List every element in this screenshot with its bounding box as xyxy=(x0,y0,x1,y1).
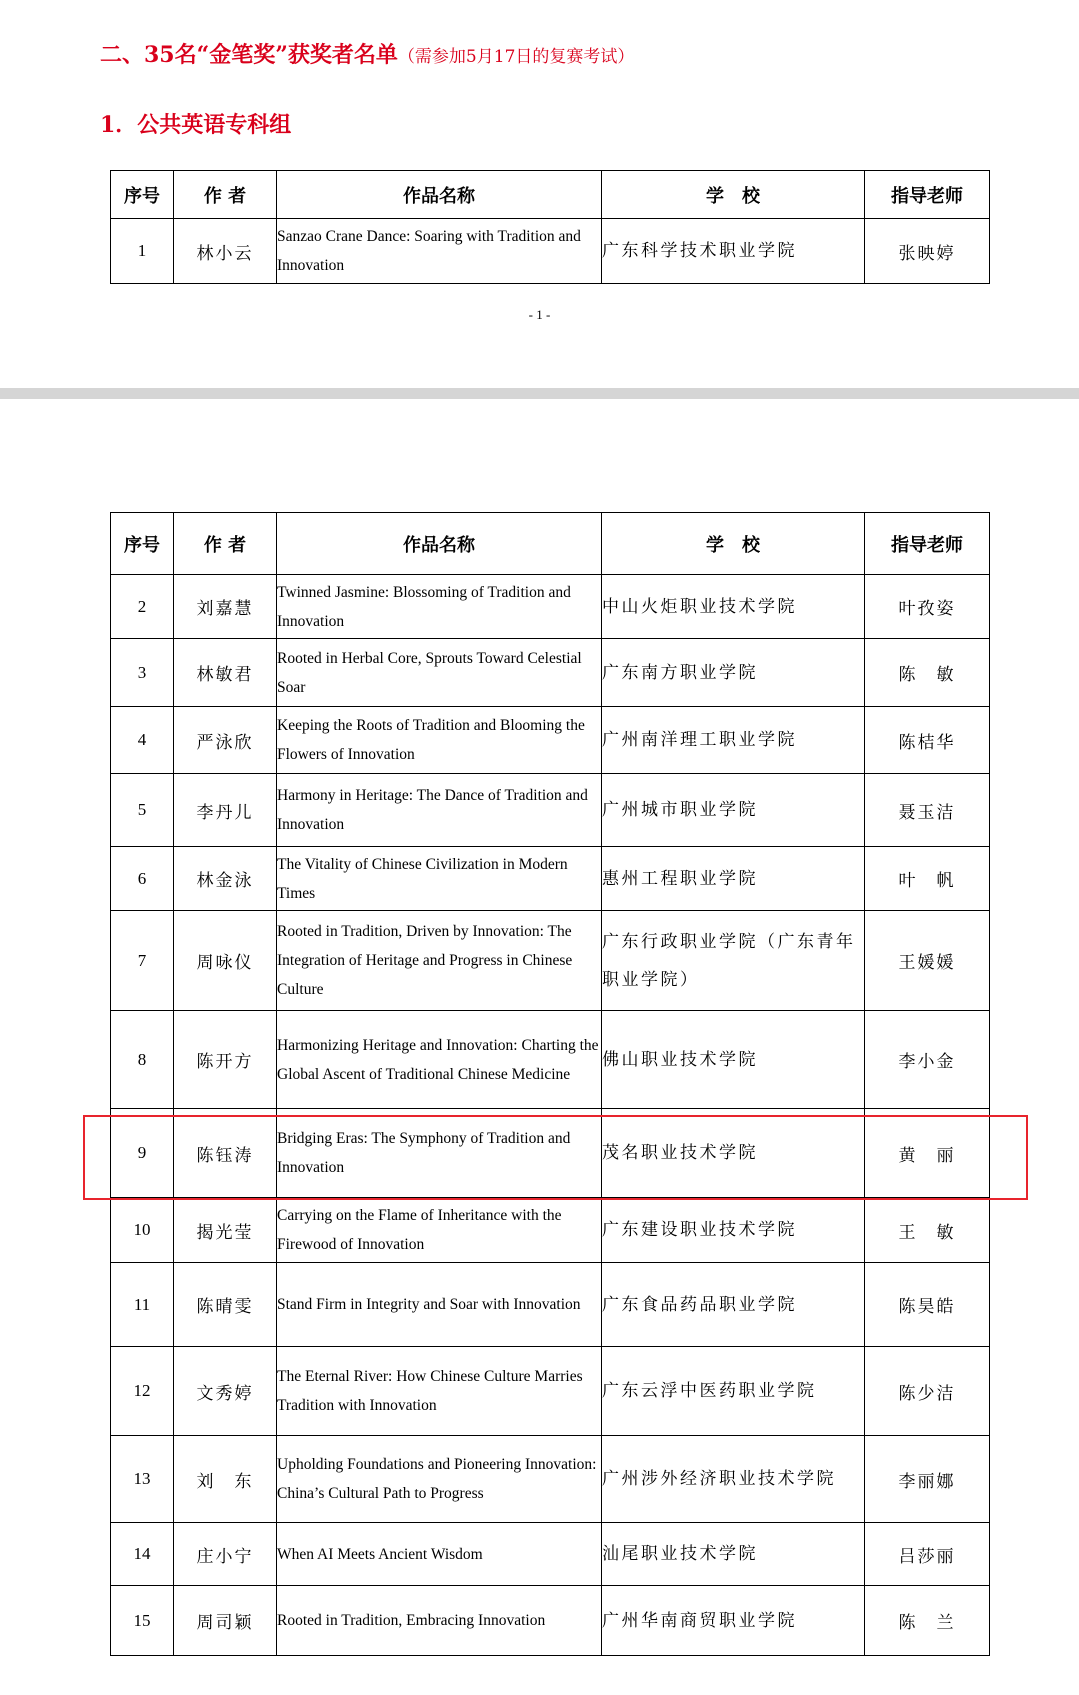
cell-num: 3 xyxy=(111,639,174,707)
cell-num: 6 xyxy=(111,847,174,911)
cell-teacher: 李丽娜 xyxy=(865,1436,990,1523)
cell-school: 茂名职业技术学院 xyxy=(602,1109,865,1198)
table-row xyxy=(111,1523,990,1586)
table-row xyxy=(111,639,990,707)
cell-school: 广州华南商贸职业学院 xyxy=(602,1586,865,1656)
cell-school: 广州涉外经济职业技术学院 xyxy=(602,1436,865,1523)
cell-teacher: 吕莎丽 xyxy=(865,1523,990,1586)
cell-teacher: 陈少洁 xyxy=(865,1347,990,1436)
cell-teacher: 聂玉洁 xyxy=(865,774,990,847)
cell-num: 12 xyxy=(111,1347,174,1436)
cell-num: 5 xyxy=(111,774,174,847)
table-row xyxy=(111,1263,990,1347)
table-header-row xyxy=(111,171,990,219)
header-school: 学 校 xyxy=(602,513,865,575)
cell-author: 严泳欣 xyxy=(174,707,277,774)
table-header-row xyxy=(111,513,990,575)
document-page-1 xyxy=(0,0,1079,388)
cell-num: 13 xyxy=(111,1436,174,1523)
group-heading: 1．公共英语专科组 xyxy=(100,112,292,138)
cell-title: Carrying on the Flame of Inheritance with the Firewood of Innovation xyxy=(277,1198,602,1263)
header-num: 序号 xyxy=(111,171,174,219)
header-author: 作 者 xyxy=(174,513,277,575)
cell-num: 10 xyxy=(111,1198,174,1263)
cell-school: 中山火炬职业技术学院 xyxy=(602,575,865,639)
cell-school: 广州南洋理工职业学院 xyxy=(602,707,865,774)
cell-title: The Eternal River: How Chinese Culture Marries Tradition with Innovation xyxy=(277,1347,602,1436)
table-row xyxy=(111,911,990,1011)
cell-author: 李丹儿 xyxy=(174,774,277,847)
header-num: 序号 xyxy=(111,513,174,575)
cell-teacher: 陈 敏 xyxy=(865,639,990,707)
cell-title: Rooted in Tradition, Driven by Innovation: The Integration of Heritage and Progress in Chinese Culture xyxy=(277,911,602,1011)
table-row xyxy=(111,1436,990,1523)
cell-author: 周司颖 xyxy=(174,1586,277,1656)
cell-title: When AI Meets Ancient Wisdom xyxy=(277,1523,602,1586)
table-row xyxy=(111,774,990,847)
cell-school: 惠州工程职业学院 xyxy=(602,847,865,911)
cell-author: 文秀婷 xyxy=(174,1347,277,1436)
cell-author: 陈晴雯 xyxy=(174,1263,277,1347)
table-row xyxy=(111,847,990,911)
table-row xyxy=(111,1586,990,1656)
cell-title: Upholding Foundations and Pioneering Innovation: China’s Cultural Path to Progress xyxy=(277,1436,602,1523)
cell-title: Harmonizing Heritage and Innovation: Charting the Global Ascent of Traditional Chinese Medicine xyxy=(277,1011,602,1109)
cell-school: 广东建设职业技术学院 xyxy=(602,1198,865,1263)
cell-school: 广东食品药品职业学院 xyxy=(602,1263,865,1347)
cell-school: 佛山职业技术学院 xyxy=(602,1011,865,1109)
section-heading-main: 二、35名“金笔奖”获奖者名单 xyxy=(100,42,398,68)
table-row xyxy=(111,219,990,284)
cell-author: 林小云 xyxy=(174,219,277,284)
cell-num: 1 xyxy=(111,219,174,284)
header-teacher: 指导老师 xyxy=(865,171,990,219)
cell-author: 陈钰涛 xyxy=(174,1109,277,1198)
cell-num: 15 xyxy=(111,1586,174,1656)
cell-num: 2 xyxy=(111,575,174,639)
cell-school: 广东云浮中医药职业学院 xyxy=(602,1347,865,1436)
cell-teacher: 黄 丽 xyxy=(865,1109,990,1198)
cell-title: Stand Firm in Integrity and Soar with Innovation xyxy=(277,1263,602,1347)
page-divider xyxy=(0,388,1079,399)
cell-title: Harmony in Heritage: The Dance of Tradition and Innovation xyxy=(277,774,602,847)
table-row xyxy=(111,1011,990,1109)
page-number: - 1 - xyxy=(528,307,551,322)
table-row xyxy=(111,707,990,774)
header-author: 作 者 xyxy=(174,171,277,219)
cell-teacher: 陈昊皓 xyxy=(865,1263,990,1347)
cell-teacher: 王媛媛 xyxy=(865,911,990,1011)
cell-title: Rooted in Tradition, Embracing Innovation xyxy=(277,1586,602,1656)
cell-author: 刘 东 xyxy=(174,1436,277,1523)
cell-teacher: 李小金 xyxy=(865,1011,990,1109)
cell-author: 周咏仪 xyxy=(174,911,277,1011)
cell-teacher: 张映婷 xyxy=(865,219,990,284)
cell-teacher: 陈桔华 xyxy=(865,707,990,774)
cell-num: 4 xyxy=(111,707,174,774)
cell-author: 庄小宁 xyxy=(174,1523,277,1586)
cell-title: Rooted in Herbal Core, Sprouts Toward Celestial Soar xyxy=(277,639,602,707)
cell-title: Bridging Eras: The Symphony of Tradition and Innovation xyxy=(277,1109,602,1198)
document-page-2 xyxy=(0,399,1079,1695)
table-row xyxy=(111,1347,990,1436)
cell-num: 9 xyxy=(111,1109,174,1198)
header-title: 作品名称 xyxy=(277,513,602,575)
cell-school: 广东南方职业学院 xyxy=(602,639,865,707)
cell-title: Twinned Jasmine: Blossoming of Tradition and Innovation xyxy=(277,575,602,639)
section-heading xyxy=(100,38,634,69)
cell-teacher: 叶孜姿 xyxy=(865,575,990,639)
table-row xyxy=(111,1109,990,1198)
cell-title: Sanzao Crane Dance: Soaring with Tradition and Innovation xyxy=(277,219,602,284)
cell-school: 广州城市职业学院 xyxy=(602,774,865,847)
header-title: 作品名称 xyxy=(277,171,602,219)
header-school: 学 校 xyxy=(602,171,865,219)
cell-author: 陈开方 xyxy=(174,1011,277,1109)
cell-num: 14 xyxy=(111,1523,174,1586)
winners-table-page-2 xyxy=(110,512,990,1656)
cell-teacher: 陈 兰 xyxy=(865,1586,990,1656)
table-row xyxy=(111,1198,990,1263)
cell-title: Keeping the Roots of Tradition and Blooming the Flowers of Innovation xyxy=(277,707,602,774)
table-row xyxy=(111,575,990,639)
cell-num: 11 xyxy=(111,1263,174,1347)
cell-school: 汕尾职业技术学院 xyxy=(602,1523,865,1586)
cell-title: The Vitality of Chinese Civilization in Modern Times xyxy=(277,847,602,911)
winners-table-page-1 xyxy=(110,170,990,284)
header-teacher: 指导老师 xyxy=(865,513,990,575)
cell-teacher: 叶 帆 xyxy=(865,847,990,911)
cell-author: 林金泳 xyxy=(174,847,277,911)
cell-author: 林敏君 xyxy=(174,639,277,707)
cell-author: 刘嘉慧 xyxy=(174,575,277,639)
cell-school: 广东行政职业学院（广东青年职业学院） xyxy=(602,911,865,1011)
cell-teacher: 王 敏 xyxy=(865,1198,990,1263)
cell-num: 8 xyxy=(111,1011,174,1109)
section-heading-note: （需参加5月17日的复赛考试） xyxy=(397,47,635,67)
cell-author: 揭光莹 xyxy=(174,1198,277,1263)
cell-num: 7 xyxy=(111,911,174,1011)
cell-school: 广东科学技术职业学院 xyxy=(602,219,865,284)
